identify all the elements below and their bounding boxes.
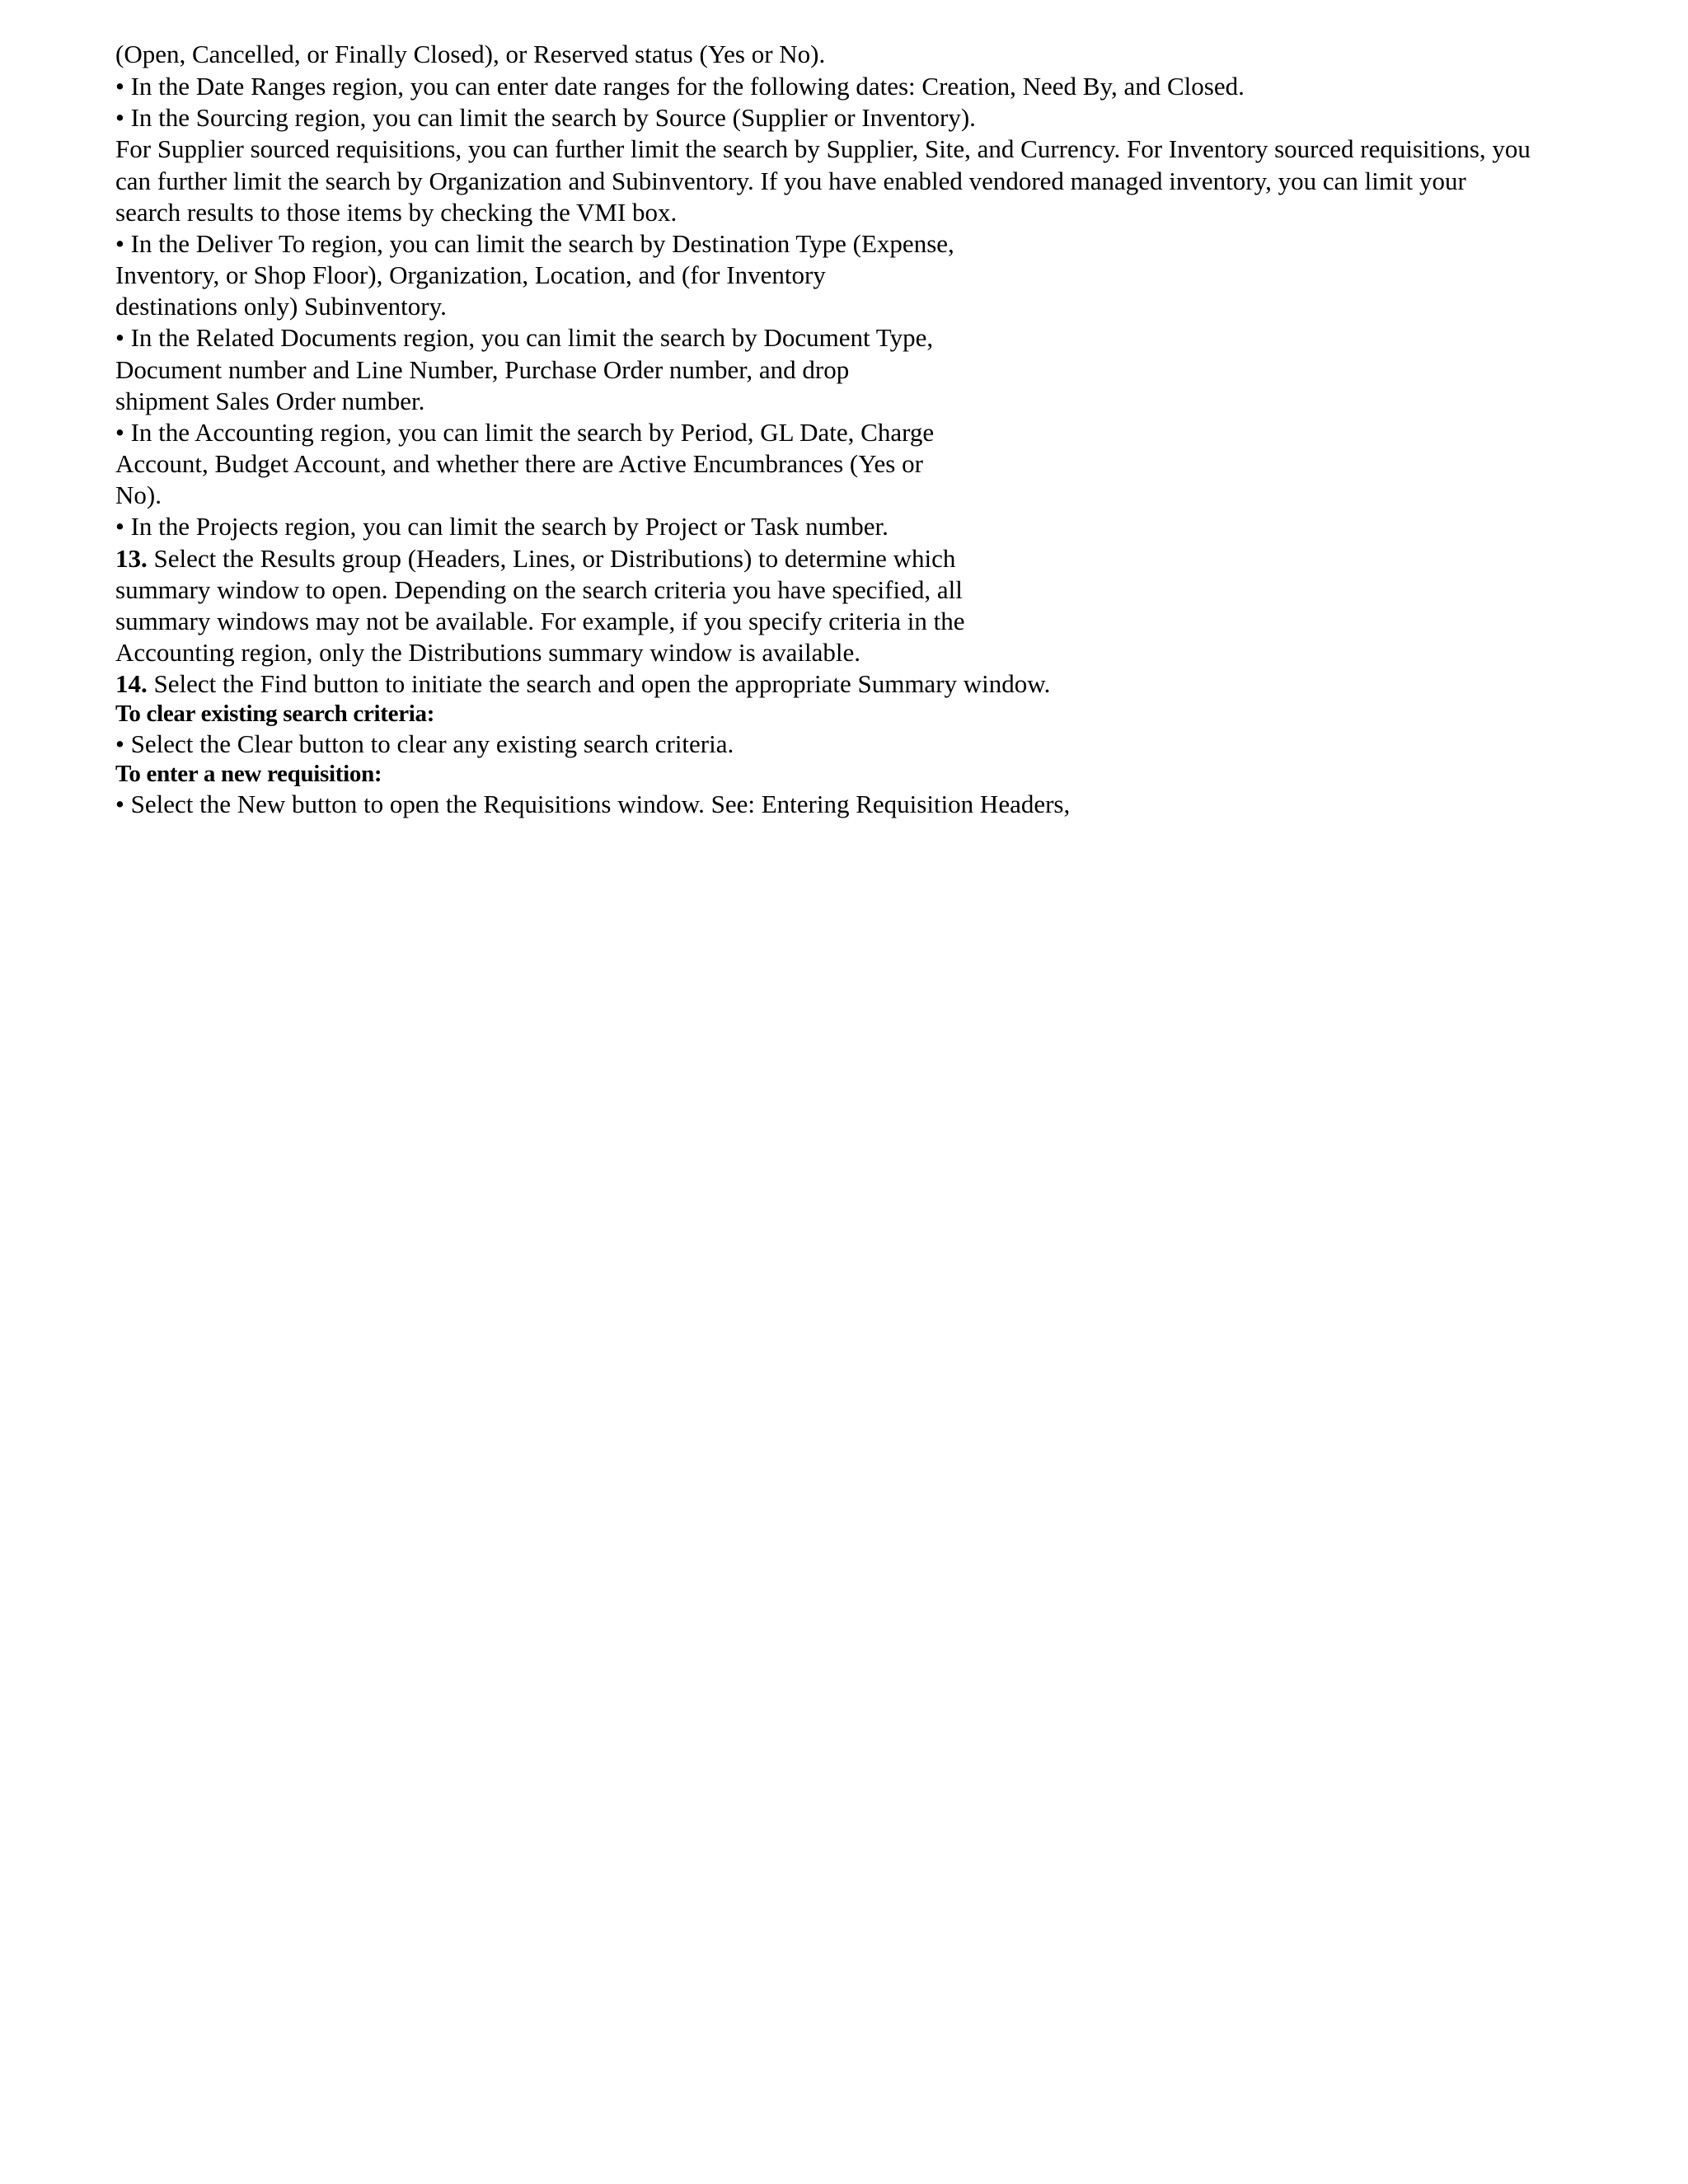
step-13 — [115, 543, 955, 574]
step-number: 14. — [115, 669, 148, 698]
text-line: Inventory, or Shop Floor), Organization, Location, and (for Inventory — [115, 260, 826, 289]
text-line: can further limit the search by Organization and Subinventory. If you have enabled vendored managed inventory, you can limit your — [115, 166, 1466, 195]
bullet-date-ranges: • In the Date Ranges region, you can enter date ranges for the following dates: Creation, Need By, and Closed. — [115, 72, 1245, 101]
text-line: (Open, Cancelled, or Finally Closed), or Reserved status (Yes or No). — [115, 40, 826, 68]
text-line: summary windows may not be available. For example, if you specify criteria in the — [115, 607, 965, 635]
bullet-related-documents: • In the Related Documents region, you can limit the search by Document Type, — [115, 323, 934, 352]
bullet-accounting: • In the Accounting region, you can limit the search by Period, GL Date, Charge — [115, 418, 935, 447]
text-line: shipment Sales Order number. — [115, 387, 425, 415]
bullet-new-button: • Select the New button to open the Requisitions window. See: Entering Requisition Headers, — [115, 790, 1071, 818]
step-text: Select the Results group (Headers, Lines, or Distributions) to determine which — [147, 544, 956, 573]
text-line: Document number and Line Number, Purchase Order number, and drop — [115, 355, 850, 384]
step-text: Select the Find button to initiate the search and open the appropriate Summary window. — [147, 669, 1051, 698]
step-14 — [115, 668, 1050, 700]
heading-new-requisition: To enter a new requisition: — [115, 761, 382, 787]
bullet-sourcing: • In the Sourcing region, you can limit the search by Source (Supplier or Inventory). — [115, 103, 976, 132]
text-line: For Supplier sourced requisitions, you can further limit the search by Supplier, Site, and Currency. For Inventory sourced requisitions, you — [115, 134, 1531, 163]
step-number: 13. — [115, 544, 148, 573]
text-line: search results to those items by checking the VMI box. — [115, 198, 678, 227]
bullet-projects: • In the Projects region, you can limit the search by Project or Task number. — [115, 512, 889, 541]
text-line: summary window to open. Depending on the search criteria you have specified, all — [115, 575, 963, 604]
text-line: Accounting region, only the Distributions summary window is available. — [115, 638, 861, 667]
text-line: destinations only) Subinventory. — [115, 292, 447, 321]
bullet-clear-button: • Select the Clear button to clear any existing search criteria. — [115, 729, 734, 758]
text-line: No). — [115, 480, 162, 509]
heading-clear-search: To clear existing search criteria: — [115, 701, 435, 727]
bullet-deliver-to: • In the Deliver To region, you can limit the search by Destination Type (Expense, — [115, 229, 954, 258]
text-line: Account, Budget Account, and whether there are Active Encumbrances (Yes or — [115, 449, 923, 478]
